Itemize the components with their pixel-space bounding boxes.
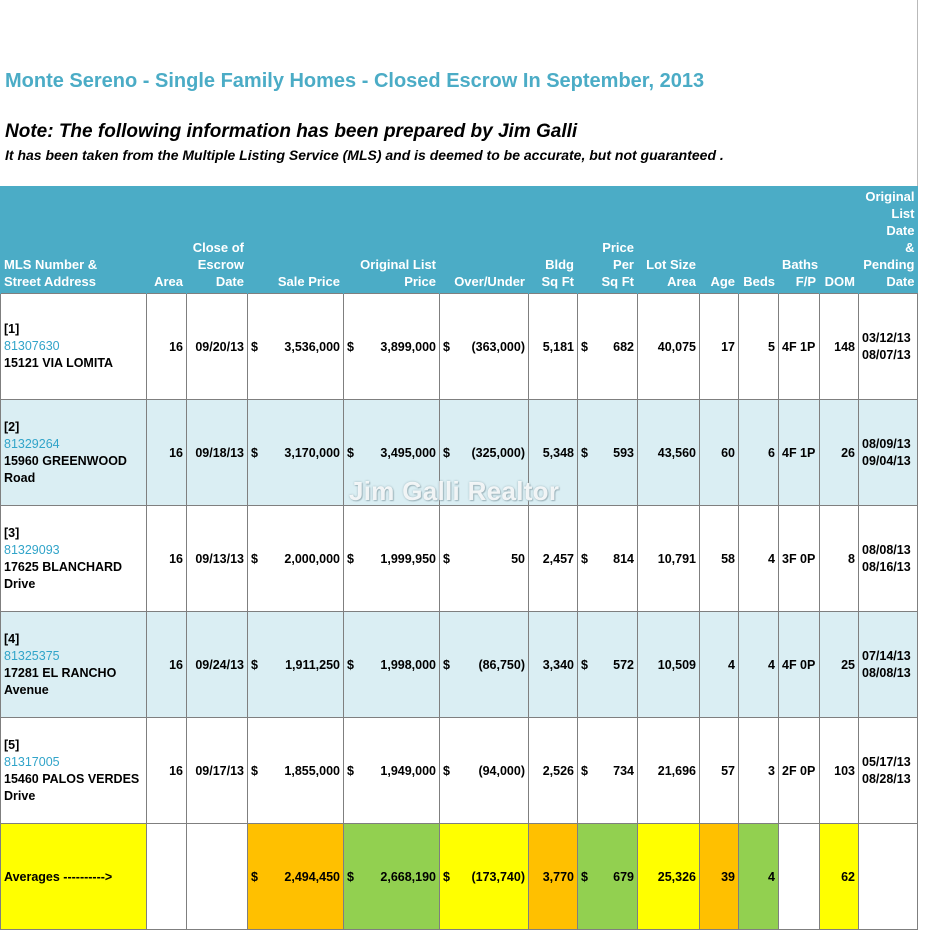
sale-price-cell: $ 1,855,000 <box>248 718 344 824</box>
original-price-cell: $ 3,899,000 <box>344 294 440 400</box>
list-pending-date-cell: 08/09/13 09/04/13 <box>859 400 918 506</box>
baths-cell: 3F 0P <box>779 506 820 612</box>
bldg-sqft-cell: 5,181 <box>529 294 578 400</box>
page-title: Monte Sereno - Single Family Homes - Closed Escrow In September, 2013 <box>5 70 705 92</box>
lot-size-cell: 43,560 <box>638 400 700 506</box>
sale-price-cell: $ 2,000,000 <box>248 506 344 612</box>
col-header-beds: Beds <box>739 186 779 294</box>
close-date-cell: 09/13/13 <box>187 506 248 612</box>
original-price-cell: $ 3,495,000 <box>344 400 440 506</box>
averages-lot-size-cell: 25,326 <box>638 824 700 930</box>
original-price-cell: $ 1,998,000 <box>344 612 440 718</box>
lot-size-cell: 10,509 <box>638 612 700 718</box>
col-header-bldg-sqft: Bldg Sq Ft <box>529 186 578 294</box>
over-under-cell: $ (86,750) <box>440 612 529 718</box>
close-date-cell: 09/24/13 <box>187 612 248 718</box>
mls-address-cell: [4] 81325375 17281 EL RANCHO Avenue <box>1 612 147 718</box>
area-cell: 16 <box>147 506 187 612</box>
price-per-sqft-cell: $ 734 <box>578 718 638 824</box>
sale-price-cell: $ 1,911,250 <box>248 612 344 718</box>
dom-cell: 25 <box>820 612 859 718</box>
watermark-text: Jim Galli Realtor <box>349 476 560 506</box>
over-under-cell: $ (363,000) <box>440 294 529 400</box>
averages-row <box>1 824 918 930</box>
baths-cell: 4F 1P <box>779 294 820 400</box>
age-cell: 58 <box>700 506 739 612</box>
averages-bldg-sqft-cell: 3,770 <box>529 824 578 930</box>
col-header-baths: Baths F/P <box>779 186 820 294</box>
table-row <box>1 294 918 400</box>
mls-number-link[interactable]: 81307630 <box>4 339 60 353</box>
age-cell: 4 <box>700 612 739 718</box>
over-under-cell: $ (94,000) <box>440 718 529 824</box>
close-date-cell: 09/17/13 <box>187 718 248 824</box>
baths-cell: 4F 1P <box>779 400 820 506</box>
col-header-mls-address: MLS Number & Street Address <box>1 186 147 294</box>
col-header-original-price: Original List Price <box>344 186 440 294</box>
close-date-cell: 09/18/13 <box>187 400 248 506</box>
price-per-sqft-cell: $ 572 <box>578 612 638 718</box>
averages-over-under-cell: $ (173,740) <box>440 824 529 930</box>
list-pending-date-cell: 07/14/13 08/08/13 <box>859 612 918 718</box>
dom-cell: 26 <box>820 400 859 506</box>
mls-number-link[interactable]: 81329264 <box>4 436 60 451</box>
averages-dom-cell: 62 <box>820 824 859 930</box>
beds-cell: 3 <box>739 718 779 824</box>
table-row <box>1 506 918 612</box>
list-pending-date-cell: 08/08/13 08/16/13 <box>859 506 918 612</box>
col-header-price-per-sqft: Price Per Sq Ft <box>578 186 638 294</box>
averages-area-cell <box>147 824 187 930</box>
list-pending-date-cell: 03/12/13 08/07/13 <box>859 294 918 400</box>
mls-address-cell: [3] 81329093 17625 BLANCHARD Drive <box>1 506 147 612</box>
col-header-dom: DOM <box>820 186 859 294</box>
dom-cell: 8 <box>820 506 859 612</box>
dom-cell: 103 <box>820 718 859 824</box>
averages-original-price-cell: $ 2,668,190 <box>344 824 440 930</box>
table-row <box>1 612 918 718</box>
beds-cell: 4 <box>739 612 779 718</box>
disclaimer-text: It has been taken from the Multiple Listing Service (MLS) and is deemed to be accurate, but not guaranteed . <box>5 147 724 163</box>
bldg-sqft-cell: 5,348 <box>529 400 578 506</box>
area-cell: 16 <box>147 612 187 718</box>
baths-cell: 2F 0P <box>779 718 820 824</box>
over-under-cell: $ (325,000) <box>440 400 529 506</box>
lot-size-cell: 40,075 <box>638 294 700 400</box>
mls-address-cell: [1] 81307630 15121 VIA LOMITA <box>1 294 147 400</box>
age-cell: 17 <box>700 294 739 400</box>
averages-label: Averages ----------> <box>1 824 147 930</box>
sale-price-cell: $ 3,536,000 <box>248 294 344 400</box>
mls-address-cell: [2] 81329264 15960 GREENWOOD Road <box>1 400 147 506</box>
averages-baths-cell <box>779 824 820 930</box>
averages-age-cell: 39 <box>700 824 739 930</box>
bldg-sqft-cell: 3,340 <box>529 612 578 718</box>
price-per-sqft-cell: $ 593 <box>578 400 638 506</box>
averages-pending-date-cell <box>859 824 918 930</box>
col-header-sale-price: Sale Price <box>248 186 344 294</box>
area-cell: 16 <box>147 400 187 506</box>
age-cell: 60 <box>700 400 739 506</box>
col-header-area: Area <box>147 186 187 294</box>
averages-close-date-cell <box>187 824 248 930</box>
lot-size-cell: 21,696 <box>638 718 700 824</box>
dom-cell: 148 <box>820 294 859 400</box>
averages-beds-cell: 4 <box>739 824 779 930</box>
list-pending-date-cell: 05/17/13 08/28/13 <box>859 718 918 824</box>
col-header-close-date: Close of Escrow Date <box>187 186 248 294</box>
bldg-sqft-cell: 2,526 <box>529 718 578 824</box>
beds-cell: 5 <box>739 294 779 400</box>
original-price-cell: $ 1,949,000 <box>344 718 440 824</box>
col-header-age: Age <box>700 186 739 294</box>
over-under-cell: $ 50 <box>440 506 529 612</box>
averages-price-per-sqft-cell: $ 679 <box>578 824 638 930</box>
beds-cell: 4 <box>739 506 779 612</box>
table-row <box>1 718 918 824</box>
age-cell: 57 <box>700 718 739 824</box>
mls-number-link[interactable]: 81329093 <box>4 542 60 557</box>
mls-number-link[interactable]: 81317005 <box>4 754 60 769</box>
price-per-sqft-cell: $ 682 <box>578 294 638 400</box>
col-header-lot-size: Lot Size Area <box>638 186 700 294</box>
mls-number-link[interactable]: 81325375 <box>4 648 60 663</box>
area-cell: 16 <box>147 294 187 400</box>
lot-size-cell: 10,791 <box>638 506 700 612</box>
original-price-cell: $ 1,999,950 <box>344 506 440 612</box>
baths-cell: 4F 0P <box>779 612 820 718</box>
note-heading: Note: The following information has been prepared by Jim Galli <box>5 121 578 142</box>
averages-sale-price-cell: $ 2,494,450 <box>248 824 344 930</box>
mls-address-cell: [5] 81317005 15460 PALOS VERDES Drive <box>1 718 147 824</box>
price-per-sqft-cell: $ 814 <box>578 506 638 612</box>
sale-price-cell: $ 3,170,000 <box>248 400 344 506</box>
close-date-cell: 09/20/13 <box>187 294 248 400</box>
col-header-pending-date: Original List Date & Pending Date <box>859 186 918 294</box>
header-row <box>1 186 918 294</box>
col-header-over-under: Over/Under <box>440 186 529 294</box>
area-cell: 16 <box>147 718 187 824</box>
beds-cell: 6 <box>739 400 779 506</box>
listings-table <box>0 186 918 930</box>
bldg-sqft-cell: 2,457 <box>529 506 578 612</box>
